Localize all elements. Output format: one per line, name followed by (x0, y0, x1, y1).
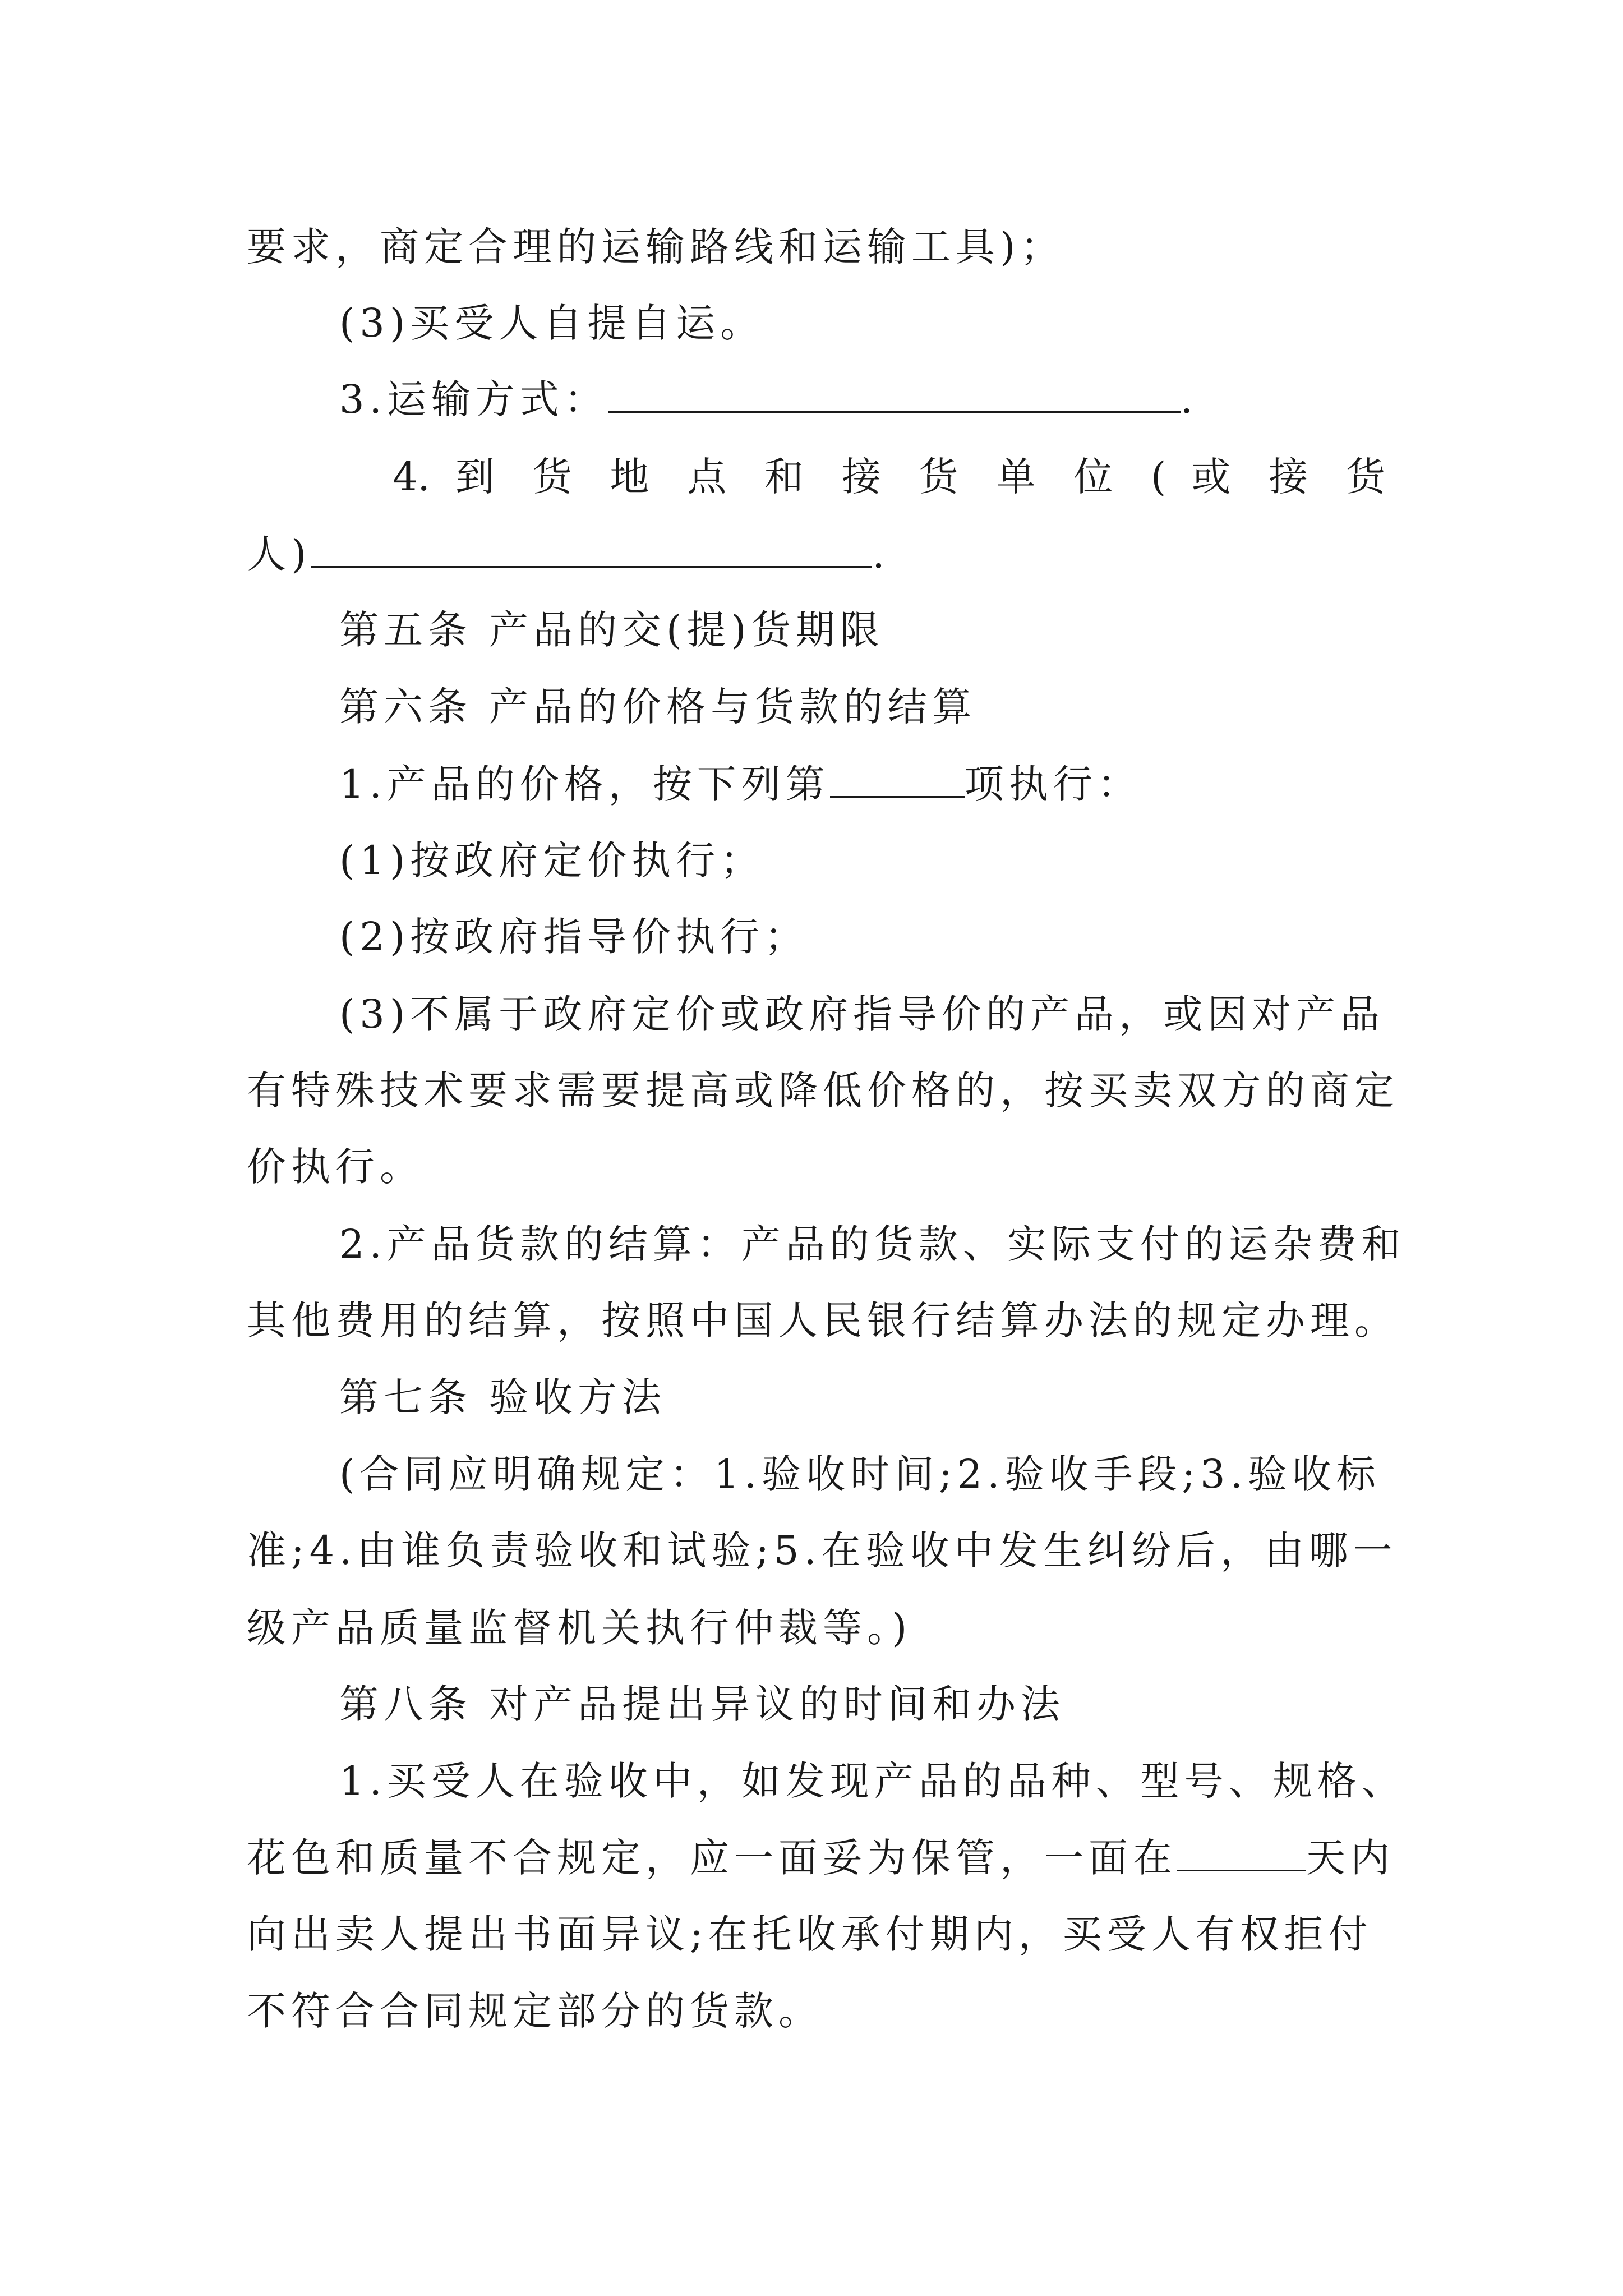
line-text: . (1180, 376, 1198, 422)
line-text: 人) (247, 531, 312, 577)
line-text: 价执行。 (247, 1144, 424, 1190)
article-number: 第七条 (339, 1374, 472, 1420)
text-line (339, 910, 809, 964)
fill-in-blank (311, 529, 872, 568)
line-text: 有特殊技术要求需要提高或降低价格的，按买卖双方的商定 (247, 1068, 1399, 1114)
line-text: 1.产品的价格，按下列第 (339, 761, 830, 807)
text-line (339, 987, 1385, 1041)
line-text: . (872, 531, 890, 577)
article-title: 验收方法 (489, 1374, 666, 1420)
text-line (339, 834, 764, 887)
fill-in-blank (608, 374, 1181, 413)
fill-in-blank (830, 759, 965, 798)
line-text: (1)按政府定价执行； (339, 838, 765, 884)
text-line (339, 296, 764, 350)
text-line (247, 1140, 424, 1194)
line-text: 其他费用的结算，按照中国人民银行结算办法的规定办理。 (247, 1297, 1399, 1343)
text-line (339, 1370, 666, 1424)
line-text: 要求，商定合理的运输路线和运输工具)； (247, 224, 1065, 270)
text-line (247, 1907, 1373, 1961)
text-line (247, 1831, 1395, 1885)
line-text: (3)买受人自提自运。 (339, 300, 765, 346)
fill-in-blank (1177, 1833, 1306, 1871)
text-line (339, 1677, 1065, 1731)
line-text: 级产品质量监督机关执行仲裁等。) (247, 1605, 912, 1651)
article-number: 第五条 (339, 607, 472, 653)
text-line (339, 1217, 1406, 1271)
text-line (339, 680, 976, 734)
text-line (339, 757, 1142, 811)
line-text: 3.运输方式： (339, 376, 608, 422)
text-line (247, 1064, 1399, 1117)
text-line (339, 603, 884, 657)
line-text: 2.产品货款的结算：产品的货款、实际支付的运杂费和 (339, 1221, 1406, 1267)
line-text: (3)不属于政府定价或政府指导价的产品，或因对产品 (339, 991, 1385, 1037)
text-line (393, 450, 1385, 504)
article-title: 对产品提出异议的时间和办法 (489, 1681, 1065, 1727)
text-line (247, 1601, 912, 1655)
text-line (247, 220, 1064, 274)
article-title: 产品的价格与货款的结算 (489, 684, 976, 730)
text-line (247, 1294, 1399, 1347)
line-text: 向出卖人提出书面异议;在托收承付期内，买受人有权拒付 (247, 1911, 1373, 1957)
text-line (247, 1984, 823, 2038)
line-text: 1.买受人在验收中，如发现产品的品种、型号、规格、 (339, 1758, 1406, 1804)
text-line (339, 372, 1198, 426)
text-line (339, 1447, 1381, 1501)
line-text: 不符合合同规定部分的货款。 (247, 1988, 823, 2034)
text-line (339, 1754, 1406, 1808)
line-text: 项执行： (964, 761, 1142, 807)
line-text: 准;4.由谁负责验收和试验;5.在验收中发生纠纷后，由哪一 (247, 1527, 1398, 1573)
line-text: 花色和质量不合规定，应一面妥为保管，一面在 (247, 1835, 1177, 1881)
text-line (247, 527, 890, 581)
line-text: (合同应明确规定：1.验收时间;2.验收手段;3.验收标 (339, 1451, 1381, 1497)
article-number: 第六条 (339, 684, 472, 730)
line-text: (2)按政府指导价执行； (339, 914, 809, 960)
line-text: 天内 (1306, 1835, 1395, 1881)
line-text: 4. 到 货 地 点 和 接 货 单 位 ( 或 接 货 (393, 454, 1385, 500)
text-line (247, 1524, 1398, 1577)
article-title: 产品的交(提)货期限 (489, 607, 884, 653)
article-number: 第八条 (339, 1681, 472, 1727)
